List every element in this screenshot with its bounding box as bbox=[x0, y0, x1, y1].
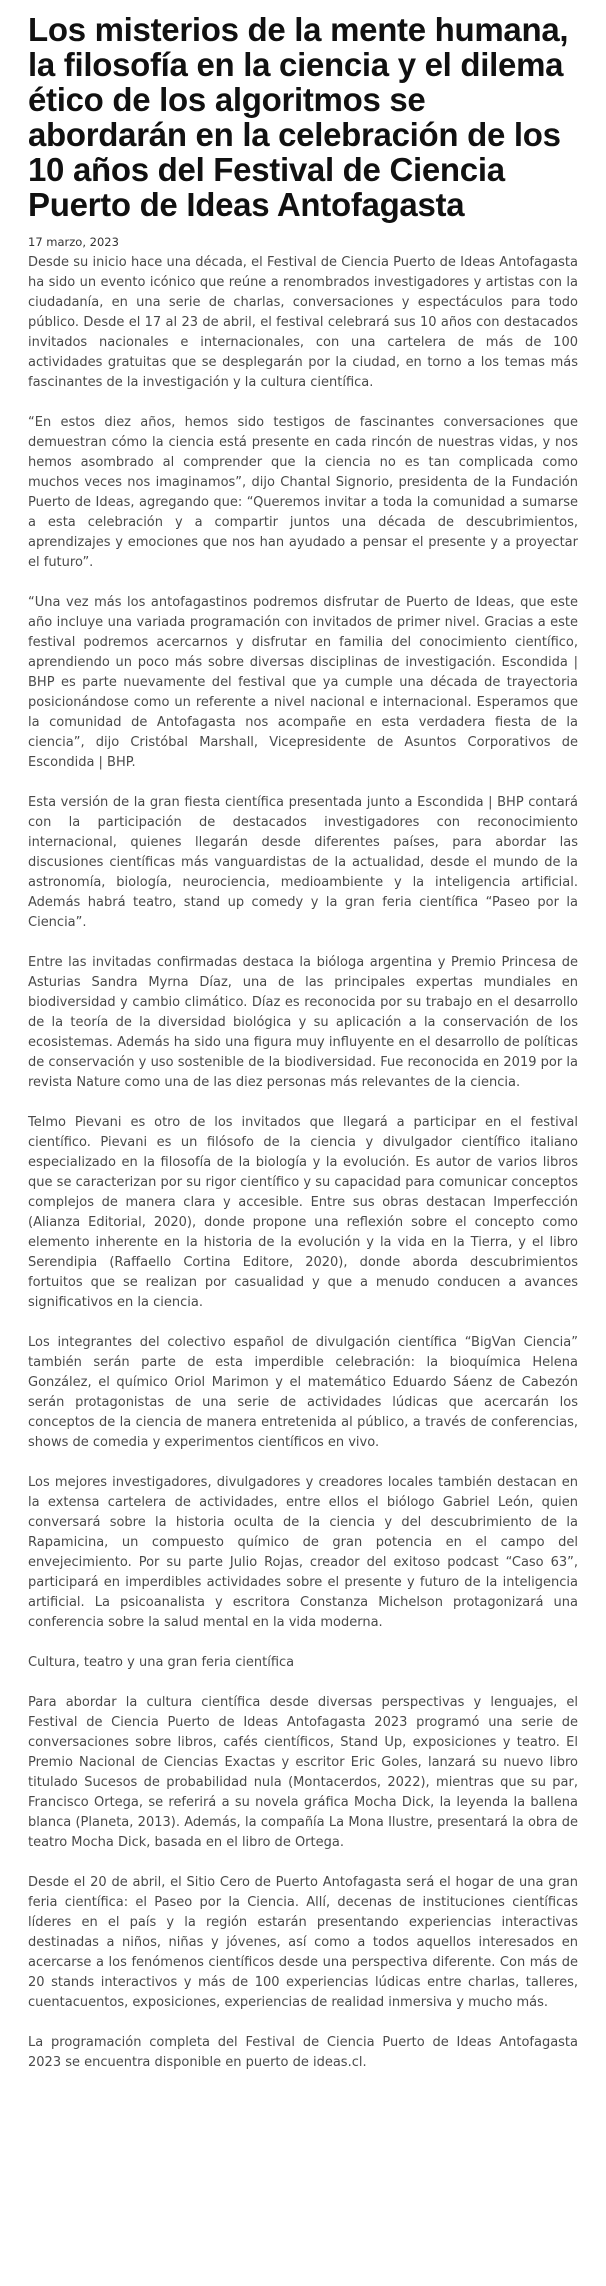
paragraph-quote-marshall: “Una vez más los antofagastinos podremos disfrutar de Puerto de Ideas, que este año incluye una variada programación con invitados de primer nivel. Gracias a este festival podremos acercarnos y disfrutar en familia del conocimiento científico, aprendiendo un poco más sobre diversas disciplinas de investigación. Escondida | BHP es parte nuevamente del festival que ya cumple una década de trayectoria posicionándose como un referente a nivel nacional e internacional. Esperamos que la comunidad de Antofagasta nos acompañe en esta verdadera fiesta de la ciencia”, dijo Cristóbal Marshall, Vicepresidente de Asuntos Corporativos de Escondida | BHP. bbox=[28, 595, 578, 770]
paragraph-quote-signorio: “En estos diez años, hemos sido testigos de fascinantes conversaciones que demuestran cómo la ciencia está presente en cada rincón de nuestras vidas, y nos hemos asombrado al comprender que la ciencia no es tan complicada como muchos veces nos imaginamos”, dijo Chantal Signorio, presidenta de la Fundación Puerto de Ideas, agregando que: “Queremos invitar a toda la comunidad a sumarse a esta celebración y a compartir juntos una década de descubrimientos, aprendizajes y emociones que nos han ayudado a pensar el presente y a proyectar el futuro”. bbox=[28, 415, 578, 570]
paragraph-program: La programación completa del Festival de Ciencia Puerto de Ideas Antofagasta 2023 se encuentra disponible en puerto de ideas.cl. bbox=[28, 2035, 578, 2070]
paragraph-version: Esta versión de la gran fiesta científica presentada junto a Escondida | BHP contará con la participación de destacados investigadores con reconocimiento internacional, quienes llegarán desde diferentes países, para abordar las discusiones científicas más vanguardistas de la actualidad, desde el mundo de la astronomía, biología, neurociencia, medioambiente y la inteligencia artificial. Además habrá teatro, stand up comedy y la gran feria científica “Paseo por la Ciencia”. bbox=[28, 795, 578, 930]
section-subheading: Cultura, teatro y una gran feria científica bbox=[28, 1655, 295, 1670]
paragraph-science-fair: Desde el 20 de abril, el Sitio Cero de Puerto Antofagasta será el hogar de una gran feria científica: el Paseo por la Ciencia. Allí, decenas de instituciones científicas líderes en el país y la región estarán presentando experiencias interactivas destinadas a niños, niñas y jóvenes, así como a todos aquellos interesados en acercarse a los fenómenos científicos desde una perspectiva diferente. Con más de 20 stands interactivos y más de 100 experiencias lúdicas entre charlas, talleres, cuentacuentos, exposiciones, experiencias de realidad inmersiva y mucho más. bbox=[28, 1875, 578, 2010]
paragraph-sandra-diaz: Entre las invitadas confirmadas destaca la bióloga argentina y Premio Princesa de Asturias Sandra Myrna Díaz, una de las principales expertas mundiales en biodiversidad y cambio climático. Díaz es reconocida por su trabajo en el desarrollo de la teoría de la diversidad biológica y su aplicación a la conservación de los ecosistemas. Además ha sido una figura muy influyente en el desarrollo de políticas de conservación y uso sostenible de la biodiversidad. Fue reconocida en 2019 por la revista Nature como una de las diez personas más relevantes de la ciencia. bbox=[28, 955, 578, 1090]
paragraph-intro: Desde su inicio hace una década, el Festival de Ciencia Puerto de Ideas Antofagasta ha sido un evento icónico que reúne a renombrados investigadores y artistas con la ciudadanía, en una serie de charlas, conversaciones y espectáculos para todo público. Desde el 17 al 23 de abril, el festival celebrará sus 10 años con destacados invitados nacionales e internacionales, con una cartelera de más de 100 actividades gratuitas que se desplegarán por la ciudad, en torno a los temas más fascinantes de la investigación y la cultura científica. bbox=[28, 255, 578, 390]
article-date: 17 marzo, 2023 bbox=[28, 235, 119, 249]
article-title: Los misterios de la mente humana, la filosofía en la ciencia y el dilema ético de los algoritmos se abordarán en la celebración de los 10 años del Festival de Ciencia Puerto de Ideas Antofagasta bbox=[28, 11, 569, 223]
paragraph-telmo-pievani: Telmo Pievani es otro de los invitados que llegará a participar en el festival científico. Pievani es un filósofo de la ciencia y divulgador científico italiano especializado en la filosofía de la biología y la evolución. Es autor de varios libros que se caracterizan por su rigor científico y su capacidad para comunicar conceptos complejos de manera clara y accesible. Entre sus obras destacan Imperfección (Alianza Editorial, 2020), donde propone una reflexión sobre el concepto como elemento inherente en la historia de la evolución y la vida en la Tierra, y el libro Serendipia (Raffaello Cortina Editore, 2020), donde aborda descubrimientos fortuitos que se realizan por casualidad y que a menudo conducen a avances significativos en la ciencia. bbox=[28, 1115, 578, 1310]
paragraph-local-researchers: Los mejores investigadores, divulgadores y creadores locales también destacan en la extensa cartelera de actividades, entre ellos el biólogo Gabriel León, quien conversará sobre la historia oculta de la ciencia y del descubrimiento de la Rapamicina, un compuesto químico de gran potencia en el campo del envejecimiento. Por su parte Julio Rojas, creador del exitoso podcast “Caso 63”, participará en imperdibles actividades sobre el presente y futuro de la inteligencia artificial. La psicoanalista y escritora Constanza Michelson protagonizará una conferencia sobre la salud mental en la vida moderna. bbox=[28, 1475, 578, 1630]
paragraph-bigvan-ciencia: Los integrantes del colectivo español de divulgación científica “BigVan Ciencia” también serán parte de esta imperdible celebración: la bioquímica Helena González, el químico Oriol Marimon y el matemático Eduardo Sáenz de Cabezón serán protagonistas de una serie de actividades lúdicas que acercarán los conceptos de la ciencia de manera entretenida al público, a través de conferencias, shows de comedia y experimentos científicos en vivo. bbox=[28, 1335, 578, 1450]
paragraph-culture: Para abordar la cultura científica desde diversas perspectivas y lenguajes, el Festival de Ciencia Puerto de Ideas Antofagasta 2023 programó una serie de conversaciones sobre libros, cafés científicos, Stand Up, exposiciones y teatro. El Premio Nacional de Ciencias Exactas y escritor Eric Goles, lanzará su nuevo libro titulado Sucesos de probabilidad nula (Montacerdos, 2022), mientras que su par, Francisco Ortega, se referirá a su novela gráfica Mocha Dick, la leyenda la ballena blanca (Planeta, 2013). Además, la compañía La Mona Ilustre, presentará la obra de teatro Mocha Dick, basada en el libro de Ortega. bbox=[28, 1695, 578, 1850]
article-body bbox=[28, 253, 578, 2073]
